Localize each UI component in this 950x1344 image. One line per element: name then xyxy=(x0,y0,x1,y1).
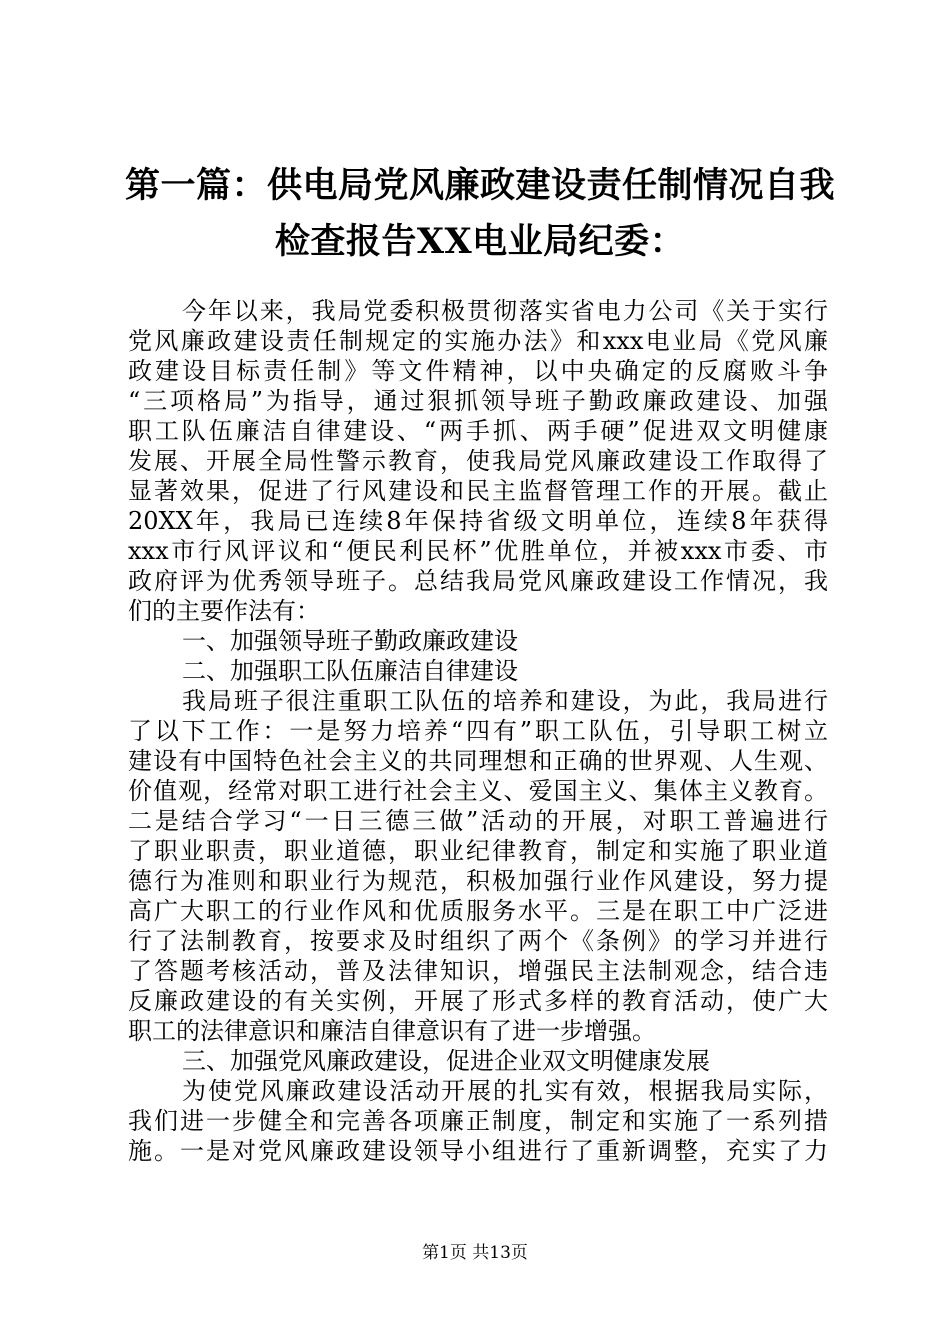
body-line: 三、加强党风廉政建设，促进企业双文明健康发展 xyxy=(182,1047,710,1075)
body-line: 职工队伍廉洁自律建设、“两手抓、两手硬”促进双文明健康 xyxy=(128,417,828,445)
body-line: 为使党风廉政建设活动开展的扎实有效，根据我局实际， xyxy=(182,1077,828,1105)
body-line: 施。一是对党风廉政建设领导小组进行了重新调整，充实了力 xyxy=(128,1137,828,1165)
document-body xyxy=(128,296,828,1166)
body-line: 行了法制教育，按要求及时组织了两个《条例》的学习并进行 xyxy=(128,927,828,955)
body-line: 发展、开展全局性警示教育，使我局党风廉政建设工作取得了 xyxy=(128,447,828,475)
body-line: 政建设目标责任制》等文件精神，以中央确定的反腐败斗争 xyxy=(128,357,828,385)
body-line: 20XX年，我局已连续8年保持省级文明单位，连续8年获得 xyxy=(128,507,828,535)
body-line: 政府评为优秀领导班子。总结我局党风廉政建设工作情况，我 xyxy=(128,567,828,595)
body-line: xxx市行风评议和“便民利民杯”优胜单位，并被xxx市委、市 xyxy=(128,537,828,565)
body-line: 德行为准则和职业行为规范，积极加强行业作风建设，努力提 xyxy=(128,867,828,895)
body-line: 一、加强领导班子勤政廉政建设 xyxy=(182,627,518,655)
document-title-line-2: 检查报告XX电业局纪委： xyxy=(274,221,686,262)
body-line: 们的主要作法有： xyxy=(128,597,320,625)
body-line: 二是结合学习“一日三德三做”活动的开展，对职工普遍进行 xyxy=(128,807,828,835)
body-line: 价值观，经常对职工进行社会主义、爱国主义、集体主义教育。 xyxy=(128,777,828,805)
body-line: 我局班子很注重职工队伍的培养和建设，为此，我局进行 xyxy=(182,687,828,715)
document-title-line-1: 第一篇：供电局党风廉政建设责任制情况自我 xyxy=(124,165,835,206)
body-line: 显著效果，促进了行风建设和民主监督管理工作的开展。截止 xyxy=(128,477,828,505)
page-footer: 第1页 共13页 xyxy=(422,1243,528,1263)
body-line: 二、加强职工队伍廉洁自律建设 xyxy=(182,657,518,685)
body-line: 党风廉政建设责任制规定的实施办法》和xxx电业局《党风廉 xyxy=(128,327,828,355)
body-line: 职工的法律意识和廉洁自律意识有了进一步增强。 xyxy=(128,1017,656,1045)
body-line: 高广大职工的行业作风和优质服务水平。三是在职工中广泛进 xyxy=(128,897,828,925)
body-line: 我们进一步健全和完善各项廉正制度，制定和实施了一系列措 xyxy=(128,1107,828,1135)
body-line: 了答题考核活动，普及法律知识，增强民主法制观念，结合违 xyxy=(128,957,828,985)
body-line: 今年以来，我局党委积极贯彻落实省电力公司《关于实行 xyxy=(182,297,828,325)
body-line: 了职业职责，职业道德，职业纪律教育，制定和实施了职业道 xyxy=(128,837,828,865)
body-line: 建设有中国特色社会主义的共同理想和正确的世界观、人生观、 xyxy=(128,747,828,775)
body-line: 反廉政建设的有关实例，开展了形式多样的教育活动，使广大 xyxy=(128,987,828,1015)
body-line: “三项格局”为指导，通过狠抓领导班子勤政廉政建设、加强 xyxy=(128,387,828,415)
body-line: 了以下工作：一是努力培养“四有”职工队伍，引导职工树立 xyxy=(128,717,828,745)
